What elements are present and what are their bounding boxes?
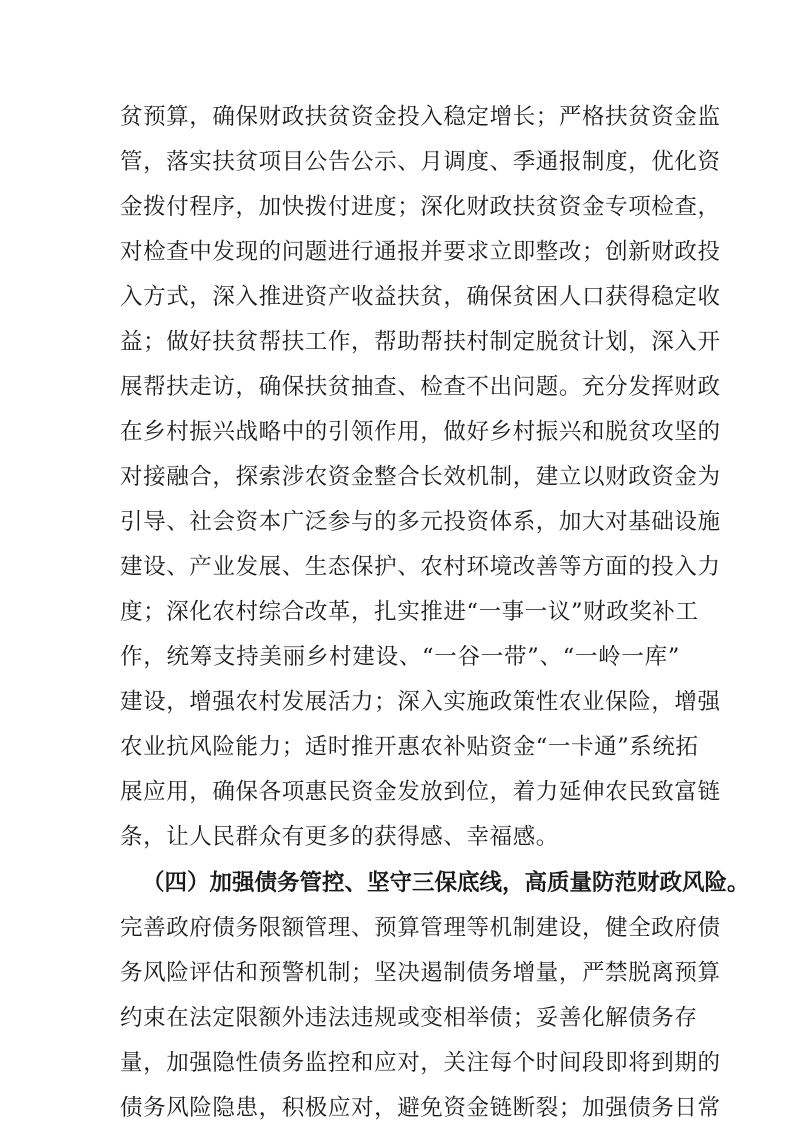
paragraph-line: 度；深化农村综合改革，扎实推进“一事一议”财政奖补工 (120, 599, 699, 625)
paragraph-line: 益；做好扶贫帮扶工作，帮助帮扶村制定脱贫计划，深入开 (120, 329, 721, 355)
paragraph-line: 展帮扶走访，确保扶贫抽查、检查不出问题。充分发挥财政 (120, 374, 721, 400)
paragraph-line: 条，让人民群众有更多的获得感、幸福感。 (120, 824, 559, 850)
paragraph-line: 对接融合，探索涉农资金整合长效机制，建立以财政资金为 (120, 464, 721, 490)
paragraph-line: 展应用，确保各项惠民资金发放到位，着力延伸农民致富链 (120, 779, 721, 805)
paragraph-line: 债务风险隐患，积极应对，避免资金链断裂；加强债务日常 (120, 1095, 721, 1121)
paragraph-line: 建设，增强农村发展活力；深入实施政策性农业保险，增强 (120, 689, 721, 715)
paragraph-line: 贫预算，确保财政扶贫资金投入稳定增长；严格扶贫资金监 (120, 104, 721, 130)
paragraph-line: 在乡村振兴战略中的引领作用，做好乡村振兴和脱贫攻坚的 (120, 419, 721, 445)
paragraph-line: 建设、产业发展、生态保护、农村环境改善等方面的投入力 (120, 554, 721, 580)
paragraph-line: 管，落实扶贫项目公告公示、月调度、季通报制度，优化资 (120, 149, 721, 175)
paragraph-line: 对检查中发现的问题进行通报并要求立即整改；创新财政投 (120, 239, 721, 265)
paragraph-line: 农业抗风险能力；适时推开惠农补贴资金“一卡通”系统拓 (120, 734, 699, 760)
paragraph-line: 入方式，深入推进资产收益扶贫，确保贫困人口获得稳定收 (120, 284, 721, 310)
paragraph-line: 作，统筹支持美丽乡村建设、“一谷一带”、“一岭一库” (120, 644, 680, 670)
paragraph-line: 量，加强隐性债务监控和应对，关注每个时间段即将到期的 (120, 1050, 721, 1076)
paragraph-line: 约束在法定限额外违法违规或变相举债；妥善化解债务存 (120, 1005, 698, 1031)
paragraph-line: 金拨付程序，加快拨付进度；深化财政扶贫资金专项检查， (120, 194, 721, 220)
paragraph-line: 务风险评估和预警机制；坚决遏制债务增量，严禁脱离预算 (120, 960, 721, 986)
paragraph-line: 完善政府债务限额管理、预算管理等机制建设，健全政府债 (120, 915, 721, 941)
paragraph-line: 引导、社会资本广泛参与的多元投资体系，加大对基础设施 (120, 509, 721, 535)
section-heading: （四）加强债务管控、坚守三保底线，高质量防范财政风险。 (142, 870, 750, 896)
